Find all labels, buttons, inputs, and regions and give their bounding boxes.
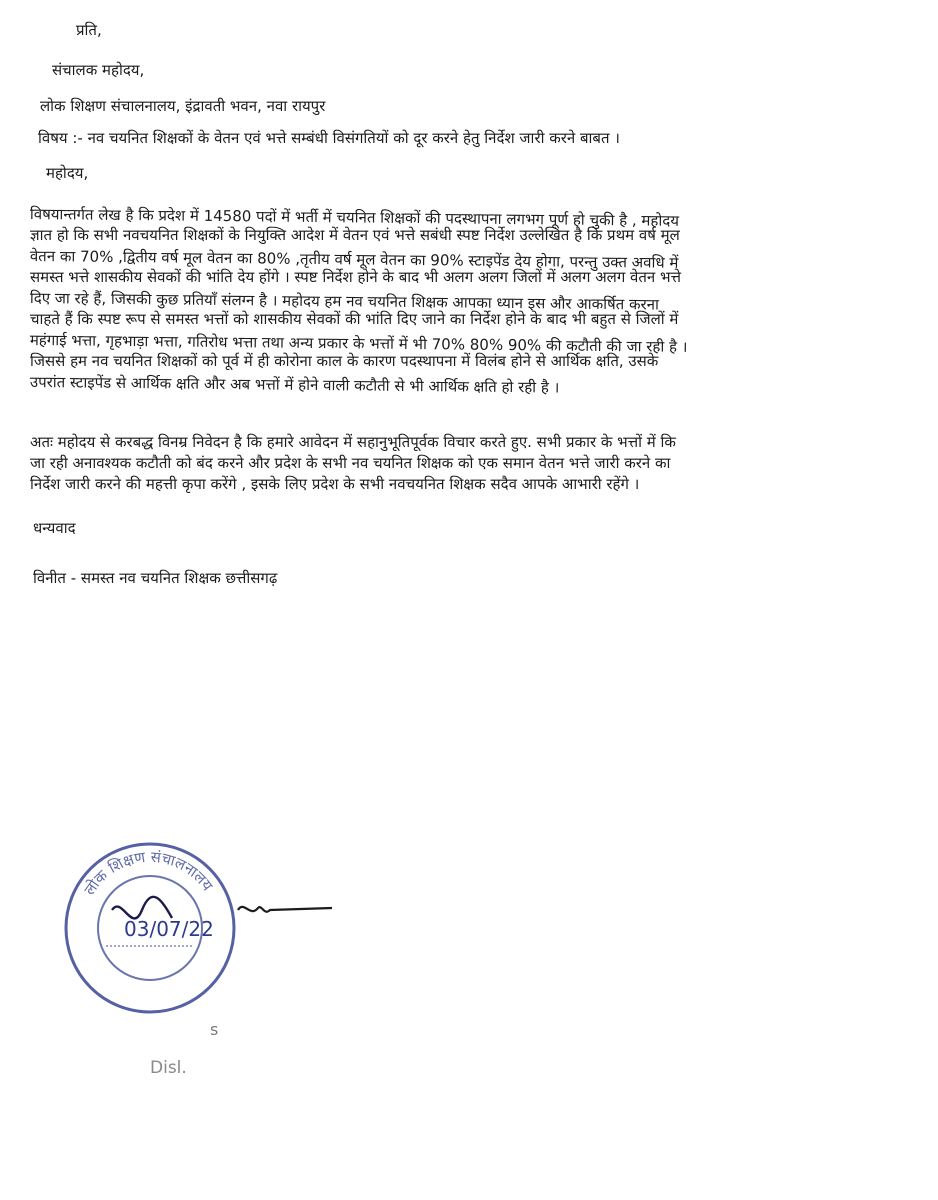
body-line: वेतन का 70% ,द्वितीय वर्ष मूल वेतन का 80% ,तृतीय वर्ष मूल वेतन का 90% स्टाइपेंड देय होगा, परन्तु उक्त अवधि में	[29, 246, 679, 272]
faint-handwriting: Disl.	[150, 1058, 187, 1078]
stamp-date: 03/07/22	[124, 917, 214, 941]
stamp-initials	[112, 897, 172, 919]
recipient-prefix: प्रति,	[76, 21, 102, 39]
handwritten-stroke	[236, 896, 336, 930]
stamp-graphic	[62, 840, 238, 1016]
subject-line: विषय :- नव चयनित शिक्षकों के वेतन एवं भत्ते सम्बंधी विसंगतियों को दूर करने हेतु निर्देश जारी करने बाबत ।	[38, 129, 620, 147]
body-line: समस्त भत्ते शासकीय सेवकों की भांति देय होंगे । स्पष्ट निर्देश होने के बाद भी अलग अलग जिलों में अलग अलग वेतन भत्ते	[30, 268, 681, 286]
body-line: चाहते हैं कि स्पष्ट रूप से समस्त भत्तों को शासकीय सेवकों की भांति दिए जाने का निर्देश होने के बाद भी बहुत से जिलों में	[30, 310, 679, 328]
body-line: जा रही अनावश्यक कटौती को बंद करने और प्रदेश के सभी नव चयनित शिक्षक को एक समान वेतन भत्ते जारी करने का	[30, 454, 671, 472]
body-line: अतः महोदय से करबद्ध विनम्र निवेदन है कि हमारे आवेदन में सहानुभूतिपूर्वक विचार करते हुए. सभी प्रकार के भत्तों में कि	[30, 433, 676, 451]
stamp-mark: s	[210, 1020, 219, 1039]
body-paragraph-2	[30, 432, 902, 495]
addressee: संचालक महोदय,	[52, 61, 145, 79]
office-address: लोक शिक्षण संचालनालय, इंद्रावती भवन, नवा रायपुर	[40, 97, 326, 115]
body-line: जिससे हम नव चयनित शिक्षकों को पूर्व में ही कोरोना काल के कारण पदस्थापना में विलंब होने से आर्थिक क्षति, उसके	[30, 352, 659, 370]
body-paragraph-1	[29, 204, 902, 397]
body-line: ज्ञात हो कि सभी नवचयनित शिक्षकों के नियुक्ति आदेश में वेतन एवं भत्ते सबंधी स्पष्ट निर्देश उल्लेखित है कि प्रथम वर्ष मूल	[30, 226, 680, 244]
stamp-ring-text: लोक शिक्षण संचालनालय	[80, 847, 217, 899]
salutation: महोदय,	[46, 164, 89, 182]
body-line: विषयान्तर्गत लेख है कि प्रदेश में 14580 पदों में भर्ती में चयनित शिक्षकों की पदस्थापना लगभग पूर्ण हो चुकी है , महोदय	[29, 204, 680, 230]
closing: धन्यवाद	[33, 519, 76, 537]
body-line: महंगाई भत्ता, गृहभाड़ा भत्ता, गतिरोध भत्ता तथा अन्य प्रकार के भत्तों में भी 70% 80% 90% की कटौती की जा रही है ।	[29, 330, 688, 356]
body-line: उपरांत स्टाइपेंड से आर्थिक क्षति और अब भत्तों में होने वाली कटौती से भी आर्थिक क्षति हो रही है ।	[29, 372, 560, 397]
body-line: दिए जा रहे हैं, जिसकी कुछ प्रतियाँ संलग्न है । महोदय हम नव चयनित शिक्षक आपका ध्यान इस और आकर्षित करना	[29, 288, 660, 314]
office-stamp	[62, 840, 238, 1016]
signature-line: विनीत - समस्त नव चयनित शिक्षक छत्तीसगढ़	[33, 569, 278, 587]
body-line: निर्देश जारी करने की महत्ती कृपा करेंगे , इसके लिए प्रदेश के सभी नवचयनित शिक्षक सदैव आपके आभारी रहेंगे ।	[30, 475, 640, 493]
